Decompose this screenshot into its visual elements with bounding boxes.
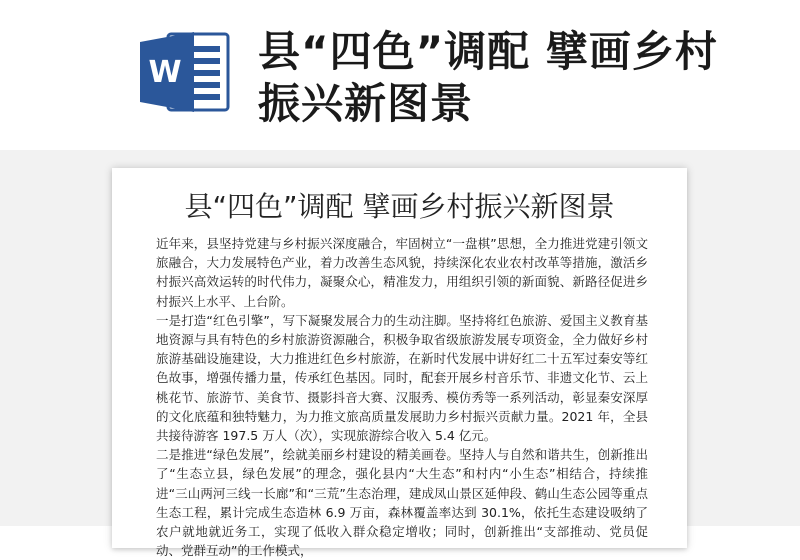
word-icon: [138, 30, 230, 114]
document-title: 县“四色”调配 擘画乡村振兴新图景: [258, 27, 718, 128]
page-body: [156, 234, 648, 560]
paragraph: 近年来，县坚持党建与乡村振兴深度融合，牢固树立“一盘棋”思想，全力推进党建引领文旅融合，大力发展特色产业，着力改善生态风貌，持续深化农业农村改革等措施，激活乡村振兴高效运转的时代伟力，凝聚众心，精准发力，用组织引领的新面貌、新路径促进乡村振兴上水平、上台阶。: [156, 236, 648, 309]
document-header: [0, 0, 800, 150]
page-heading: 县“四色”调配 擘画乡村振兴新图景: [184, 190, 615, 223]
document-page: [112, 168, 687, 559]
svg-text:W: W: [148, 55, 182, 90]
paragraph: 一是打造“红色引擎”，写下凝聚发展合力的生动注脚。坚持将红色旅游、爱国主义教育基地资源与具有特色的乡村旅游资源融合，积极争取省级旅游发展专项资金，全力做好乡村旅游基础设施建设，大力推进红色乡村旅游，在新时代发展中讲好红二十五军过秦安等红色故事，增强传播力量，传承红色基因。同时，配套开展乡村音乐节、非遗文化节、云上桃花节、旅游节、美食节、摄影抖音大赛、汉服秀、模仿秀等一系列活动，彰显秦安深厚的文化底蕴和独特魅力，为力推文旅高质量发展助力乡村振兴贡献力量。2021 年，全县共接待游客 197.5 万人（次），实现旅游综合收入 5.4 亿元。: [156, 312, 648, 444]
paragraph: 二是推进“绿色发展”，绘就美丽乡村建设的精美画卷。坚持人与自然和谐共生，创新推出了“生态立县，绿色发展”的理念，强化县内“大生态”和村内“小生态”相结合，持续推进“三山两河三线一长廊”和“三荒”生态治理，建成凤山景区延伸段、鹤山生态公园等重点生态工程，累计完成生态造林 6.9 万亩，森林覆盖率达到 30.1%，依托生态建设吸纳了农户就地就近务工，实现了低收入群众稳定增收；同时，创新推出“支部推动、党员促动、党群互动”的工作模式，: [156, 447, 648, 559]
